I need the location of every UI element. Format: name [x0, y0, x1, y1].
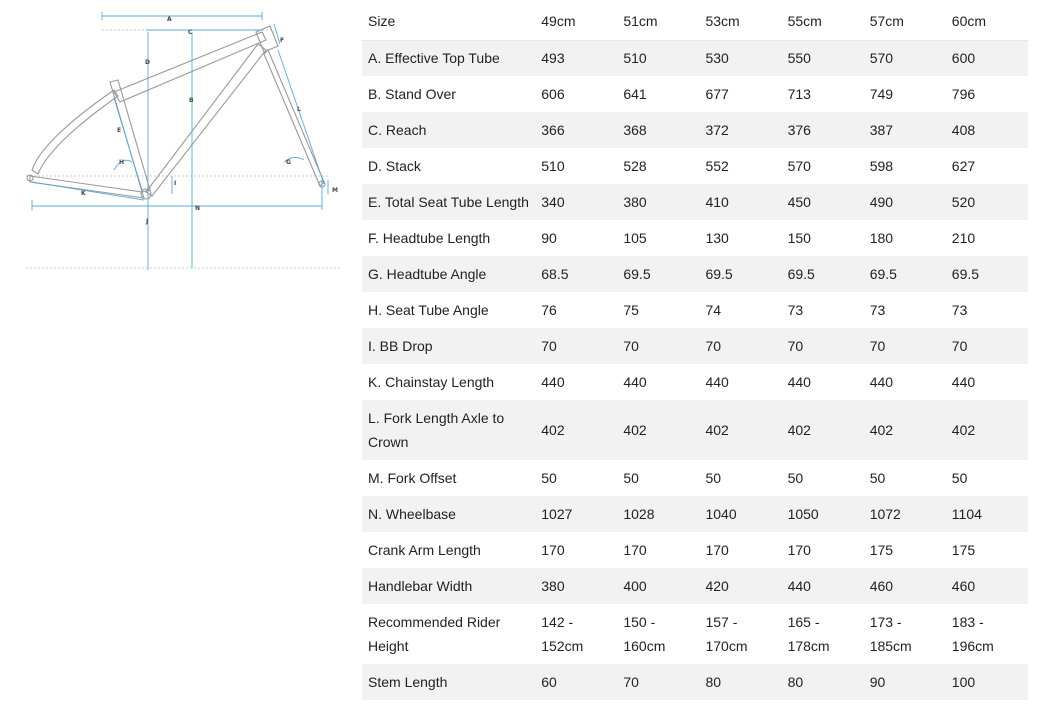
row-value: 749: [869, 86, 894, 102]
letter-e: E: [117, 127, 122, 134]
row-label: B. Stand Over: [368, 86, 456, 102]
row-value: 70: [705, 338, 722, 354]
row-value: 50: [623, 470, 639, 486]
row-label: G. Headtube Angle: [368, 266, 487, 282]
header-57cm: 57cm: [864, 2, 946, 40]
row-value: 410: [705, 194, 729, 210]
row-value: 530: [705, 50, 729, 67]
row-value: 552: [705, 158, 729, 174]
row-label: Stem Length: [368, 674, 448, 690]
row-value: 1040: [705, 506, 737, 522]
row-value: 70: [623, 338, 639, 354]
row-value: 173 - 185cm: [869, 614, 912, 654]
table-row: [362, 220, 1028, 256]
row-value: 68.5: [541, 266, 569, 282]
row-value: 440: [787, 374, 811, 390]
row-value: 150 - 160cm: [623, 614, 666, 654]
table-header-row: [362, 2, 1028, 40]
row-value: 69.5: [869, 266, 897, 282]
row-value: 450: [787, 194, 811, 210]
row-value: 402: [869, 422, 894, 438]
header-55cm: 55cm: [782, 2, 864, 40]
row-value: 600: [951, 50, 976, 67]
row-value: 73: [869, 302, 886, 318]
table-row: [362, 496, 1028, 532]
row-value: 74: [705, 302, 722, 318]
row-label: Crank Arm Length: [368, 542, 481, 558]
row-value: 510: [623, 50, 647, 67]
letter-d: D: [145, 59, 150, 66]
row-value: 366: [541, 122, 565, 138]
row-label: D. Stack: [368, 158, 421, 174]
table-row: [362, 460, 1028, 496]
row-value: 50: [541, 470, 557, 486]
row-value: 165 - 178cm: [787, 614, 830, 654]
row-value: 570: [869, 50, 894, 67]
row-value: 440: [869, 374, 894, 390]
geometry-diagram: [22, 10, 344, 272]
row-value: 50: [787, 470, 804, 486]
letter-l: L: [297, 106, 301, 113]
row-value: 210: [951, 230, 976, 246]
row-value: 170: [541, 542, 565, 558]
row-label: L. Fork Length Axle to Crown: [368, 410, 505, 450]
table-row: [362, 532, 1028, 568]
row-value: 175: [869, 542, 894, 558]
row-label: H. Seat Tube Angle: [368, 302, 489, 318]
row-value: 402: [951, 422, 976, 438]
row-value: 157 - 170cm: [705, 614, 748, 654]
row-value: 387: [869, 122, 894, 138]
row-value: 402: [787, 422, 811, 438]
letter-n: N: [195, 205, 201, 212]
row-value: 490: [869, 194, 894, 210]
table-row: [362, 256, 1028, 292]
letter-h: H: [119, 159, 125, 166]
header-60cm: 60cm: [946, 2, 1028, 40]
row-value: 440: [705, 374, 729, 390]
row-value: 150: [787, 230, 811, 246]
row-value: 76: [541, 302, 557, 318]
table-row: [362, 568, 1028, 604]
row-value: 100: [951, 674, 976, 690]
row-value: 70: [951, 338, 968, 354]
row-value: 528: [623, 158, 647, 174]
header-51cm: 51cm: [617, 2, 699, 40]
row-value: 75: [623, 302, 639, 318]
row-value: 50: [951, 470, 968, 486]
row-value: 627: [951, 158, 976, 174]
table-row: [362, 292, 1028, 328]
row-value: 380: [541, 578, 565, 594]
letter-m: M: [332, 187, 338, 194]
row-value: 69.5: [787, 266, 815, 282]
row-value: 170: [705, 542, 729, 558]
row-value: 69.5: [705, 266, 733, 282]
letter-f: F: [280, 37, 285, 44]
row-value: 1072: [869, 506, 901, 522]
geometry-table: [362, 2, 1028, 700]
row-value: 170: [787, 542, 811, 558]
table-row: [362, 76, 1028, 112]
table-row: [362, 604, 1028, 664]
row-value: 368: [623, 122, 647, 138]
row-label: N. Wheelbase: [368, 506, 456, 522]
row-value: 440: [623, 374, 647, 390]
row-value: 372: [705, 122, 729, 138]
row-value: 70: [869, 338, 886, 354]
dimension-lines: [32, 12, 328, 270]
row-value: 460: [869, 578, 894, 594]
row-label: I. BB Drop: [368, 338, 433, 354]
row-label: M. Fork Offset: [368, 470, 457, 486]
table-row: [362, 184, 1028, 220]
row-value: 641: [623, 86, 647, 102]
row-value: 80: [705, 674, 722, 690]
row-value: 402: [623, 422, 647, 438]
header-53cm: 53cm: [699, 2, 781, 40]
row-value: 460: [951, 578, 976, 594]
row-value: 493: [541, 50, 565, 67]
table-row: [362, 664, 1028, 700]
row-value: 142 - 152cm: [541, 614, 584, 654]
row-label: K. Chainstay Length: [368, 374, 495, 390]
letter-c: C: [188, 29, 193, 36]
row-value: 1050: [787, 506, 819, 522]
row-value: 440: [787, 578, 811, 594]
table-row: [362, 148, 1028, 184]
bike-frame-drawing: [22, 10, 344, 272]
row-value: 180: [869, 230, 894, 246]
row-value: 340: [541, 194, 565, 210]
row-value: 520: [951, 194, 976, 210]
dimension-letters: [81, 16, 338, 225]
row-value: 73: [787, 302, 804, 318]
row-value: 440: [541, 374, 565, 390]
table-row: [362, 400, 1028, 460]
row-value: 70: [623, 674, 639, 690]
row-value: 570: [787, 158, 811, 174]
geometry-table-container: [362, 2, 1028, 700]
row-value: 713: [787, 86, 811, 102]
row-value: 402: [541, 422, 565, 438]
frame-outline: [27, 26, 325, 199]
row-label: Handlebar Width: [368, 578, 473, 594]
row-label: F. Headtube Length: [368, 230, 491, 246]
row-label: Recommended Rider Height: [368, 614, 501, 654]
row-value: 80: [787, 674, 804, 690]
row-value: 105: [623, 230, 647, 246]
row-value: 550: [787, 50, 811, 67]
row-value: 90: [541, 230, 557, 246]
row-value: 70: [541, 338, 557, 354]
row-value: 420: [705, 578, 729, 594]
row-value: 183 - 196cm: [951, 614, 994, 654]
row-label: A. Effective Top Tube: [368, 50, 500, 67]
row-value: 1027: [541, 506, 573, 522]
row-value: 170: [623, 542, 647, 558]
letter-j: J: [146, 218, 149, 225]
row-value: 69.5: [951, 266, 980, 282]
row-value: 175: [951, 542, 976, 558]
table-row: [362, 328, 1028, 364]
table-row: [362, 40, 1028, 76]
row-value: 1104: [951, 506, 982, 522]
row-value: 1028: [623, 506, 655, 522]
row-value: 70: [787, 338, 804, 354]
row-value: 796: [951, 86, 976, 102]
letter-g: G: [286, 159, 291, 166]
row-value: 380: [623, 194, 647, 210]
row-value: 50: [869, 470, 886, 486]
row-value: 606: [541, 86, 565, 102]
row-value: 50: [705, 470, 722, 486]
letter-b: B: [189, 97, 194, 104]
letter-k: K: [81, 190, 86, 197]
letter-a: A: [167, 16, 172, 23]
row-value: 73: [951, 302, 968, 318]
header-size: Size: [362, 2, 535, 40]
table-row: [362, 112, 1028, 148]
row-value: 60: [541, 674, 557, 690]
letter-i: I: [174, 180, 177, 187]
row-value: 677: [705, 86, 729, 102]
table-row: [362, 364, 1028, 400]
row-value: 376: [787, 122, 811, 138]
row-value: 408: [951, 122, 976, 138]
row-label: E. Total Seat Tube Length: [368, 194, 529, 210]
row-value: 400: [623, 578, 647, 594]
row-value: 440: [951, 374, 976, 390]
row-value: 90: [869, 674, 886, 690]
header-49cm: 49cm: [535, 2, 617, 40]
row-value: 130: [705, 230, 729, 246]
row-value: 402: [705, 422, 729, 438]
row-value: 598: [869, 158, 894, 174]
row-label: C. Reach: [368, 122, 427, 138]
row-value: 69.5: [623, 266, 651, 282]
row-value: 510: [541, 158, 565, 174]
